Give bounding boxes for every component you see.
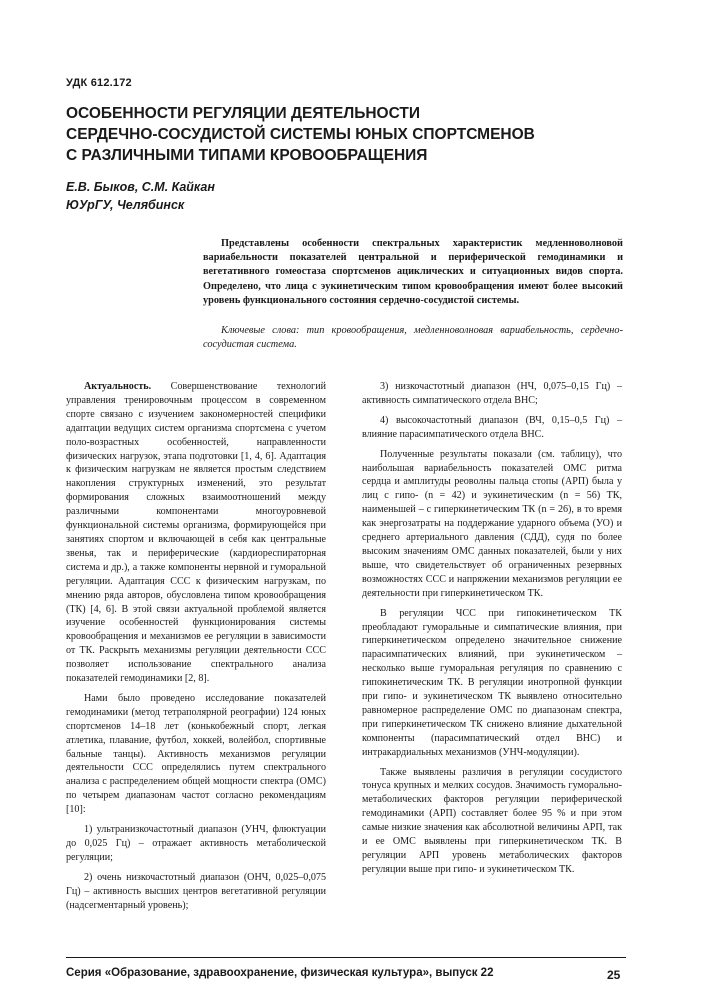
paragraph: 4) высокочастотный диапазон (ВЧ, 0,15–0,5 Гц) – влияние парасимпатического отдела ВНС. [362,414,622,440]
authors: Е.В. Быков, С.М. Кайкан [66,180,215,194]
paragraph: Также выявлены различия в регуляции сосудистого тонуса крупных и мелких сосудов. Значимость гуморально-метаболических факторов регуляции периферической гемодинамики (АРП) составляет более 95 % и при этом самые низкие значения как абсолютной величины АРП, так и ее ОМС выявлены при гиперкинетическом ТК. В регуляции АРП уровень метаболических факторов регуляции выше при гипо- и эукинетическом ТК. [362,766,622,875]
journal-series: Серия «Образование, здравоохранение, физическая культура», выпуск 22 [66,967,494,979]
author-block [66,178,215,214]
right-column [362,380,622,877]
paragraph: 2) очень низкочастотный диапазон (ОНЧ, 0,025–0,075 Гц) – активность высших центров вегетативной регуляции (надсегментарный уровень); [66,871,326,911]
paragraph: Нами было проведено исследование показателей гемодинамики (метод тетраполярной реографии) 124 юных спортсменов 14–18 лет (конькобежный спорт, легкая атлетика, плавание, футбол, хоккей, волейбол, спортивные бальные танцы). Активность механизмов регуляции деятельности ССС определялись путем спектрального анализа с распределением общей мощности спектра (ОМС) по четырем диапазонам частот согласно рекомендациям [10]: [66,692,326,816]
paragraph [66,380,326,686]
title-line: ОСОБЕННОСТИ РЕГУЛЯЦИИ ДЕЯТЕЛЬНОСТИ [66,105,421,122]
section-lead: Актуальность. [84,381,152,392]
udk-code: УДК 612.172 [66,77,132,89]
article-title [66,103,666,166]
title-line: С РАЗЛИЧНЫМИ ТИПАМИ КРОВООБРАЩЕНИЯ [66,147,428,164]
keywords: Ключевые слова: тип кровообращения, медленноволновая вариабельность, сердечно-сосудистая система. [203,325,623,351]
paragraph-text: Совершенствование технологий управления тренировочным процессом в современном спорте связано с изучением закономерностей специфики адаптации ведущих систем организма спортсмена с учетом поло-возрастных особенностей, направленности физических нагрузок, этапа подготовки [1, 4, 6]. Адаптация к физическим нагрузкам не является простым следствием накопления структурных изменений, это результат формирования сложных взаимоотношений между различными компонентами многоуровневой функциональной системы организма, формирующейся при занятиях спортом и включающей в себя как центральные звенья, так и периферические (кардиореспираторная система и др.), а также компоненты нервной и гуморальной регуляции. Адаптация ССС к физическим нагрузкам, по мнению ряда авторов, обусловлена типом кровообращения (ТК) [4, 6]. В этой связи актуальной проблемой является изучение особенностей функционирования системы кровообращения и механизмов ее регуляции в зависимости от ТК. Раскрыть механизмы регуляции деятельности ССС позволяет использование спектрального анализа показателей гемодинамики [2, 8]. [66,381,326,685]
left-column [66,380,326,913]
paragraph: Полученные результаты показали (см. таблицу), что наибольшая вариабельность показателей ОМС ритма сердца и амплитуды реоволны пальца стопы (АРП) была у лиц с гипо- (n = 42) и эукинетическим (n = 56) ТК, наименьшей – с гиперкинетическим ТК (n = 26), в то время как энергозатраты на поддержание ударного объема (УО) и среднего артериального давления (СДД), судя по более высоким значениям ОМС данных показателей, были у них выше, что свидетельствует об ограниченных резервных возможностях ССС и напряжении механизмов регуляции ее деятельности при гиперкинетическом ТК. [362,448,622,599]
page-number: 25 [607,968,621,982]
affiliation: ЮУрГУ, Челябинск [66,198,185,212]
paragraph: 1) ультранизкочастотный диапазон (УНЧ, флюктуации до 0,025 Гц) – отражает активность метаболической регуляции; [66,824,326,863]
paragraph: В регуляции ЧСС при гипокинетическом ТК преобладают гуморальные и симпатические влияния, при гиперкинетическом определено значительное снижение парасимпатических влияний, при эукинетическом – несколько выше гуморальная регуляция по сравнению с гипокинетическим ТК. В регуляции инотропной функции при гипо- и эукинетическом ТК выявлено относительно равномерное распределение ОМС по диапазонам спектра, при гиперкинетическом ТК снижено влияние дыхательной компоненты (парасимпатический отдел ВНС) и интракардиальных механизмов (УНЧ-модуляции). [362,607,622,758]
footer-divider [66,957,626,958]
paragraph: 3) низкочастотный диапазон (НЧ, 0,075–0,15 Гц) – активность симпатического отдела ВНС; [362,381,622,406]
title-line: СЕРДЕЧНО-СОСУДИСТОЙ СИСТЕМЫ ЮНЫХ СПОРТСМЕНОВ [66,126,535,143]
abstract: Представлены особенности спектральных характеристик медленноволновой вариабельности показателей центральной и периферической гемодинамики и вегетативного гомеостаза спортсменов ациклических и ситуационных видов спорта. Определено, что лица с эукинетическим типом кровообращения имеют более высокий уровень функционального состояния сердечно-сосудистой системы. [203,238,623,306]
